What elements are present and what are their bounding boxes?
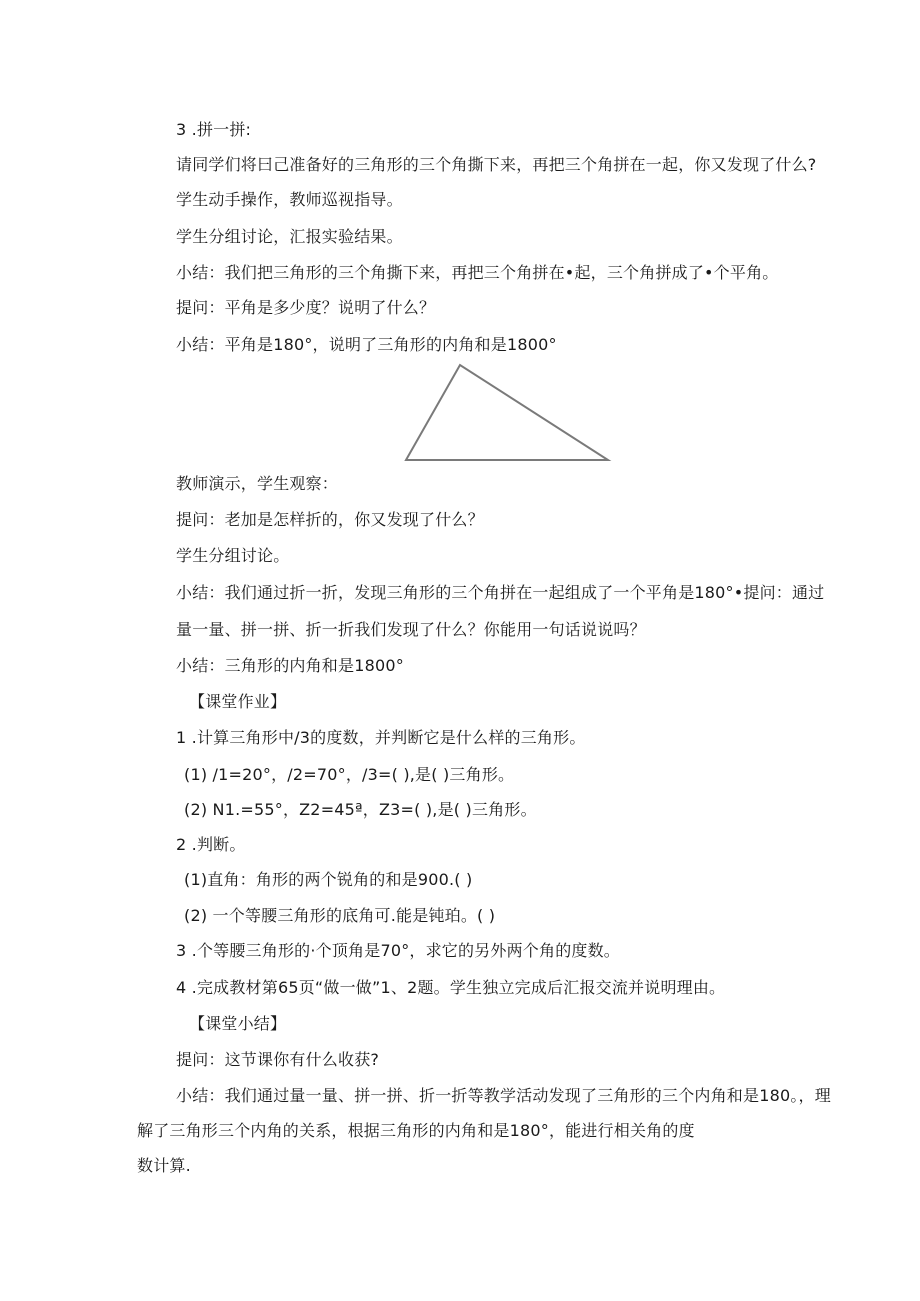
summary-text: 小结：平角是180°，说明了三角形的内角和是1800°	[176, 335, 557, 354]
discussion-text: 学生分组讨论。	[176, 546, 290, 565]
exercise-1: 1 .计算三角形中/3的度数，并判断它是什么样的三角形。	[176, 728, 586, 747]
demo-text: 教师演示，学生观察：	[176, 474, 339, 493]
summary-text: 小结：我们把三角形的三个角撕下来，再把三个角拼在•起，三个角拼成了•个平角。	[176, 263, 779, 282]
exercise-1-part-1: (1) /1=20°，/2=70°，/3=( ),是( )三角形。	[184, 765, 515, 784]
triangle-shape	[406, 365, 608, 460]
summary-text: 小结：我们通过量一量、拼一拼、折一折等教学活动发现了三角形的三个内角和是180。，理	[176, 1086, 831, 1105]
summary-text-continued: 数计算.	[137, 1156, 191, 1175]
exercise-4: 4 .完成教材第65页“做一做”1、2题。学生独立完成后汇报交流并说明理由。	[176, 978, 726, 997]
summary-text: 小结：三角形的内角和是1800°	[176, 656, 404, 675]
triangle-figure	[400, 357, 612, 465]
exercise-1-part-2: (2) N1.=55°，Z2=45ª，Z3=( ),是( )三角形。	[184, 800, 537, 819]
exercise-3: 3 .个等腰三角形的·个顶角是70°，求它的另外两个角的度数。	[176, 941, 620, 960]
discussion-text: 学生分组讨论，汇报实验结果。	[176, 227, 403, 246]
summary-text-continued: 解了三角形三个内角的关系，根据三角形的内角和是180°，能进行相关角的度	[137, 1121, 695, 1140]
prompt-text: 请同学们将曰己准备好的三角形的三个角撕下来，再把三个角拼在一起，你又发现了什么?	[176, 155, 817, 174]
summary-text: 小结：我们通过折一折，发现三角形的三个角拼在一起组成了一个平角是180°•提问：通过	[176, 583, 825, 602]
exercise-2-part-2: (2) 一个等腰三角形的底角可.能是钝珀。( )	[184, 906, 496, 925]
exercise-2-part-1: (1)直角：角形的两个锐角的和是900.( )	[184, 870, 473, 889]
homework-heading: 【课堂作业】	[189, 692, 287, 711]
section-heading: 3 .拼一拼:	[176, 120, 252, 139]
question-text: 提问：平角是多少度？说明了什么？	[176, 298, 436, 317]
question-text: 提问：这节课你有什么收获?	[176, 1050, 380, 1069]
exercise-2: 2 .判断。	[176, 835, 246, 854]
operation-text: 学生动手操作，教师巡视指导。	[176, 190, 403, 209]
summary-text-continued: 量一量、拼一拼、折一折我们发现了什么？你能用一句话说说吗？	[176, 620, 646, 639]
class-summary-heading: 【课堂小结】	[189, 1014, 287, 1033]
question-text: 提问：老加是怎样折的，你又发现了什么？	[176, 510, 484, 529]
